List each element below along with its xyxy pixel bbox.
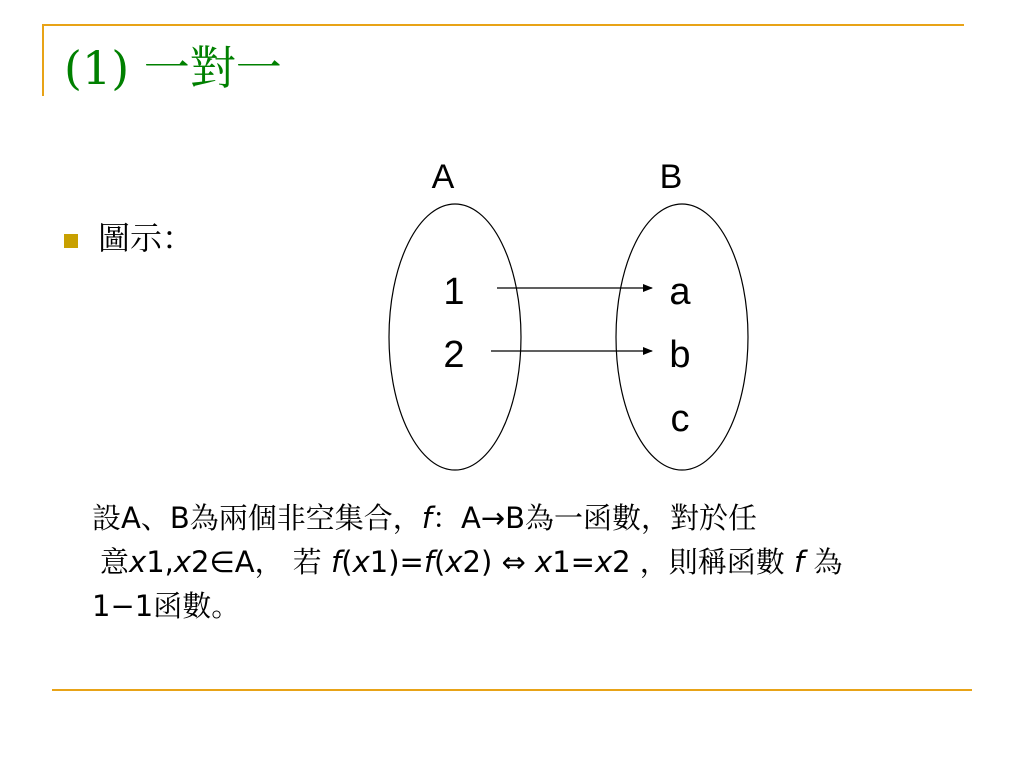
text-run: 2) ⇔ <box>462 545 536 579</box>
text-run: 1, <box>146 545 174 579</box>
italic-x: x <box>129 545 147 579</box>
italic-x: x <box>173 545 192 579</box>
set-a-element-1: 1 <box>443 271 465 313</box>
bottom-accent-rule <box>52 689 972 691</box>
italic-x: x <box>445 545 463 579</box>
italic-f: f <box>794 545 805 579</box>
italic-f: f <box>331 545 342 579</box>
text-run: ：A→B為一函數，對於任 <box>431 501 757 535</box>
text-run: 1)= <box>369 545 424 579</box>
text-run: 設A、B為兩個非空集合， <box>92 501 422 535</box>
text-run: 2∈A， 若 <box>191 545 332 579</box>
bullet-label: 圖示： <box>98 219 195 257</box>
set-b-element-c: c <box>670 398 690 440</box>
italic-f: f <box>423 545 435 579</box>
slide-title: (1) 一對一 <box>64 41 282 95</box>
text-run: 2 ，則稱函數 <box>612 545 795 579</box>
set-b-element-b: b <box>669 334 691 376</box>
set-b-element-a: a <box>669 271 691 313</box>
text-run: 為 <box>804 545 843 579</box>
italic-f: f <box>421 501 432 535</box>
definition-line-1 <box>92 496 972 540</box>
set-a-label: A <box>431 158 455 196</box>
italic-x: x <box>535 545 553 579</box>
text-run: 1= <box>552 545 595 579</box>
definition-paragraph <box>92 496 972 628</box>
set-b-label: B <box>659 158 683 196</box>
italic-x: x <box>352 545 370 579</box>
set-a-element-2: 2 <box>443 334 465 376</box>
definition-line-2 <box>92 540 972 584</box>
text-run: 意 <box>100 545 130 579</box>
text-run: ( <box>434 545 446 579</box>
definition-line-3: 1−1函數。 <box>92 589 241 623</box>
italic-x: x <box>594 545 613 579</box>
text-run: ( <box>341 545 353 579</box>
